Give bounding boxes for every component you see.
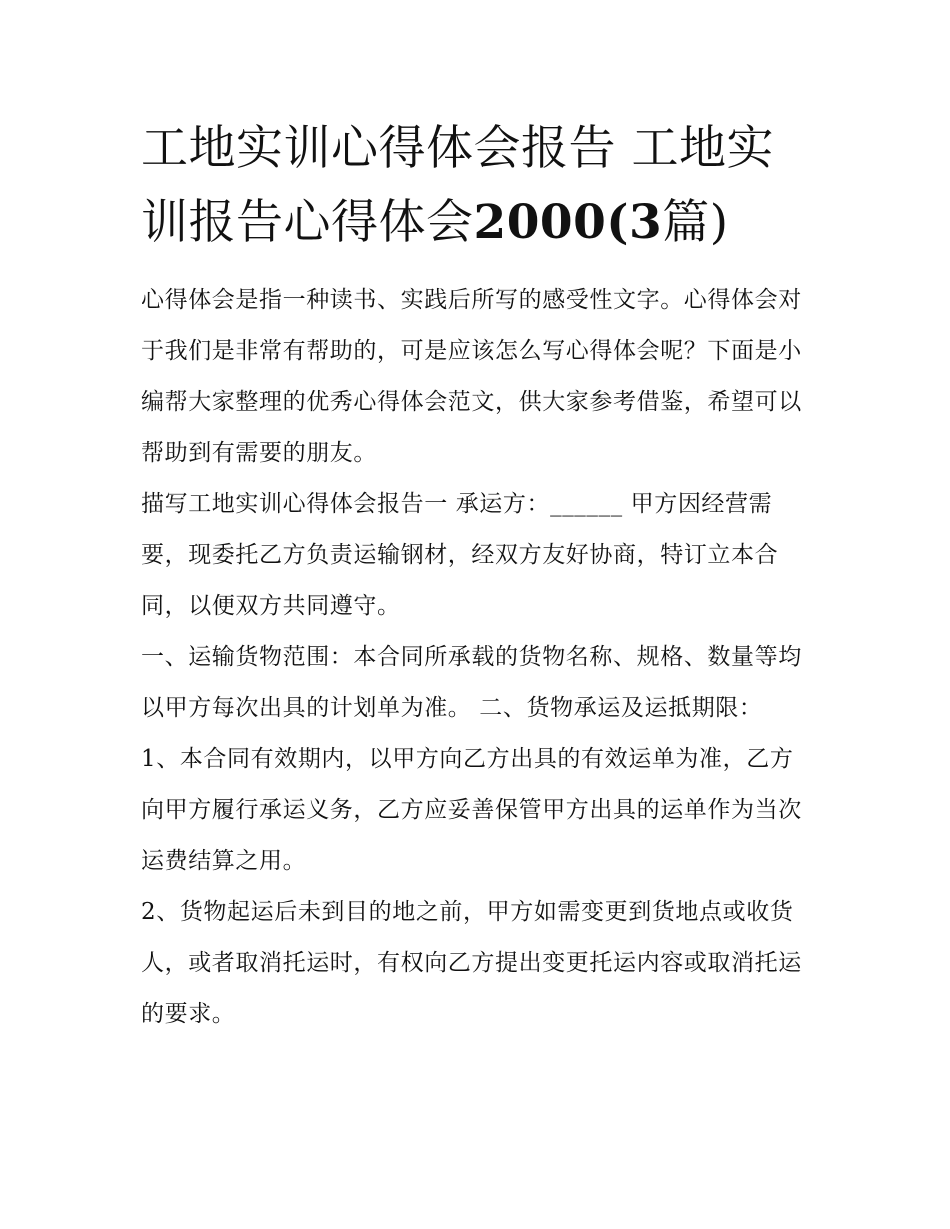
title-suffix: 篇): [662, 195, 729, 250]
paragraph-intro: 心得体会是指一种读书、实践后所写的感受性文字。心得体会对于我们是非常有帮助的，可是应该怎么写心得体会呢？下面是小编帮大家整理的优秀心得体会范文，供大家参考借鉴，希望可以帮助到有需要的朋友。: [141, 287, 802, 466]
document-title: [141, 112, 821, 260]
paragraph-item-2: 2、货物起运后未到目的地之前，甲方如需变更到货地点或收货人，或者取消托运时，有权向乙方提出变更托运内容或取消托运的要求。: [141, 899, 802, 1027]
title-number: 2000(3: [473, 195, 663, 250]
paragraph-contract-opening: 描写工地实训心得体会报告一 承运方：______ 甲方因经营需要，现委托乙方负责运输钢材，经双方友好协商，特订立本合同，以便双方共同遵守。: [141, 491, 779, 619]
paragraph-scope: 一、运输货物范围：本合同所承载的货物名称、规格、数量等均以甲方每次出具的计划单为准。 二、货物承运及运抵期限：: [141, 644, 802, 721]
document-body: [141, 275, 813, 1040]
title-text: 工地实训心得体会报告 工地实训报告心得体会: [141, 121, 774, 250]
paragraph-item-1: 1、本合同有效期内，以甲方向乙方出具的有效运单为准，乙方向甲方履行承运义务，乙方应妥善保管甲方出具的运单作为当次运费结算之用。: [141, 746, 802, 874]
